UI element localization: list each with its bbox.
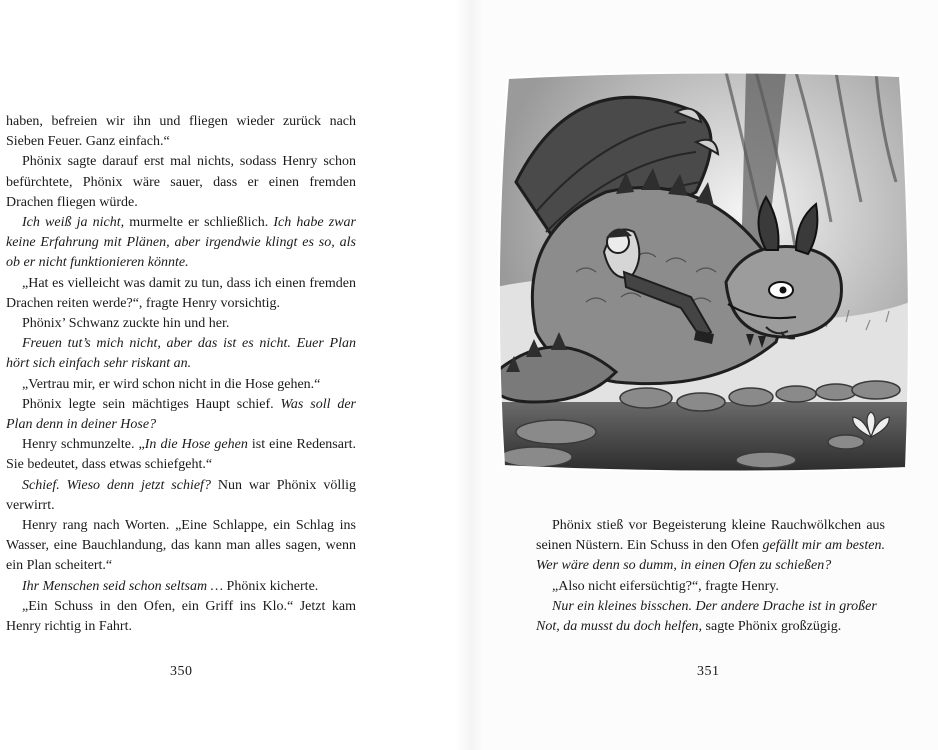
- italic-text: Ihr Menschen seid schon seltsam …: [22, 578, 224, 594]
- text-run: murmelte er schließlich.: [124, 215, 274, 231]
- italic-text: gefällt mir am besten. Wer wäre denn so dumm, in einen Ofen zu schießen?: [536, 538, 885, 574]
- text-run: haben, befreien wir ihn und fliegen wieder zurück nach Sieben Feuer. Ganz einfach.“: [6, 114, 356, 150]
- right-page-text: [536, 516, 885, 637]
- page-number-left: 350: [170, 664, 193, 679]
- italic-text: Ich weiß ja nicht,: [22, 215, 125, 231]
- text-run: Phönix’ Schwanz zuckte hin und her.: [22, 316, 230, 332]
- paragraph: [6, 334, 356, 374]
- text-run: „Ein Schuss in den Ofen, ein Griff ins Klo.“ Jetzt kam Henry richtig in Fahrt.: [6, 598, 356, 635]
- paragraph: [6, 213, 356, 274]
- right-page: [469, 0, 938, 750]
- paragraph: [6, 516, 356, 577]
- left-page-text: [6, 112, 356, 637]
- paragraph: [6, 435, 356, 475]
- text-run: ist eine Redensart. Sie bedeutet, dass etwas schiefgeht.“: [6, 437, 357, 473]
- text-run: Phönix sagte darauf erst mal nichts, sodass Henry schon befürchtete, Phönix wäre sauer, dass er einen fremden Drachen fliegen würde.: [6, 154, 356, 210]
- paragraph: [6, 152, 356, 213]
- paragraph: [6, 395, 356, 435]
- paragraph: [6, 597, 356, 637]
- book-gutter-shadow: [455, 0, 483, 750]
- paragraph: [6, 577, 356, 597]
- text-run: Phönix legte sein mächtiges Haupt schief.: [22, 396, 281, 412]
- text-run: Henry schmunzelte. „: [22, 437, 145, 453]
- paragraph: [6, 476, 356, 516]
- paragraph: [6, 112, 356, 152]
- page-number-right: 351: [697, 664, 720, 679]
- paragraph: [536, 577, 885, 597]
- italic-text: Nur ein kleines bisschen. Der andere Drache ist in großer Not, da musst du doch helfen,: [536, 598, 877, 635]
- italic-text: Ich habe zwar keine Erfahrung mit Plänen, aber irgendwie klingt es so, als ob er nicht funktionieren könnte.: [6, 215, 356, 271]
- text-run: Phönix kicherte.: [223, 578, 319, 594]
- italic-text: Freuen tut’s mich nicht, aber das ist es nicht. Euer Plan hört sich einfach sehr riskant an.: [6, 336, 356, 372]
- italic-text: Was soll der Plan denn in deiner Hose?: [6, 396, 356, 433]
- paragraph: [6, 375, 356, 395]
- paragraph: [6, 274, 356, 314]
- paragraph: [536, 516, 885, 577]
- text-run: „Hat es vielleicht was damit zu tun, dass ich einen fremden Drachen reiten werde?“, fragte Henry vorsichtig.: [6, 275, 356, 311]
- text-run: „Vertrau mir, er wird schon nicht in die Hose gehen.“: [22, 376, 321, 392]
- paragraph: [6, 314, 356, 334]
- paragraph: [536, 597, 885, 637]
- text-run: „Also nicht eifersüchtig?“, fragte Henry.: [552, 578, 779, 594]
- dragon-and-boy-illustration: [496, 72, 910, 472]
- text-run: Henry rang nach Worten. „Eine Schlappe, ein Schlag ins Wasser, eine Bauchlandung, das kann man alles sagen, wenn ein Plan scheitert.“: [6, 518, 356, 574]
- text-run: sagte Phönix großzügig.: [702, 619, 842, 635]
- text-run: Phönix stieß vor Begeisterung kleine Rauchwölkchen aus seinen Nüstern. Ein Schuss in den Ofen: [536, 518, 885, 554]
- italic-text: Schief. Wieso denn jetzt schief?: [22, 477, 211, 493]
- text-run: Nun war Phönix völlig verwirrt.: [6, 477, 356, 513]
- italic-text: In die Hose gehen: [144, 437, 248, 453]
